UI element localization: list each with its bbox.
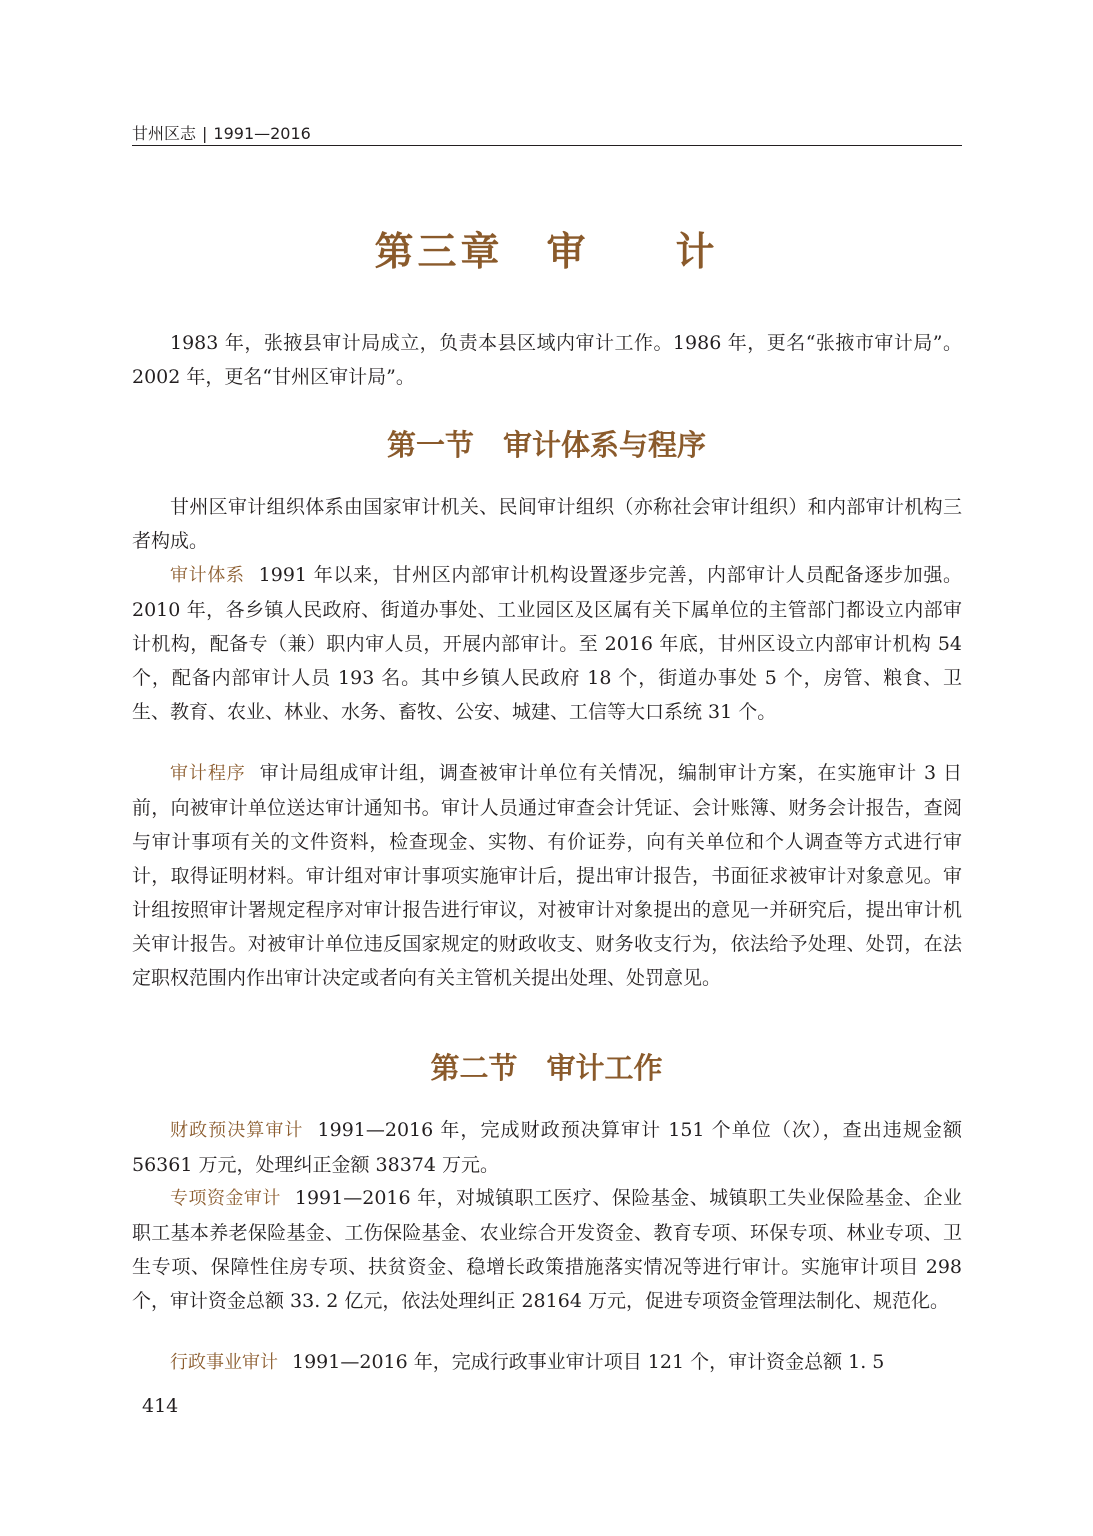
section-title-2: 第二节 审计工作 [430, 1051, 663, 1085]
paragraph-text: 1991—2016 年，对城镇职工医疗、保险基金、城镇职工失业保险基金、企业职工基本养老保险基金、工伤保险基金、农业综合开发资金、教育专项、环保专项、林业专项、卫生专项、保障性住房专项、扶贫资金、稳增长政策措施落实情况等进行审计。实施审计项目 298 个，审计资金总额 33. 2 亿元，依法处理纠正 28164 万元，促进专项资金管理法制化、规范化。 [132, 1187, 963, 1312]
paragraph-text: 1991—2016 年，完成财政预决算审计 151 个单位（次），查出违规金额 56361 万元，处理纠正金额 38374 万元。 [132, 1119, 963, 1176]
paragraph-lead: 审计程序 [170, 763, 246, 784]
chapter-title: 第三章 审 计 [374, 229, 719, 275]
paragraph-lead: 行政事业审计 [170, 1352, 278, 1373]
section1-paragraph-1 [132, 490, 962, 558]
section1-paragraph-2 [132, 558, 962, 729]
section-title-1: 第一节 审计体系与程序 [386, 428, 706, 462]
book-years: 1991—2016 [213, 124, 311, 143]
page-number: 414 [142, 1395, 179, 1417]
section2-paragraph-1 [132, 1113, 962, 1182]
paragraph-text: 审计局组成审计组，调查被审计单位有关情况，编制审计方案，在实施审计 3 日前，向被审计单位送达审计通知书。审计人员通过审查会计凭证、会计账簿、财务会计报告，查阅与审计事项有关的文件资料，检查现金、实物、有价证券，向有关单位和个人调查等方式进行审计，取得证明材料。审计组对审计事项实施审计后，提出审计报告，书面征求被审计对象意见。审计组按照审计署规定程序对审计报告进行审议，对被审计对象提出的意见一并研究后，提出审计机关审计报告。对被审计单位违反国家规定的财政收支、财务收支行为，依法给予处理、处罚，在法定职权范围内作出审计决定或者向有关主管机关提出处理、处罚意见。 [132, 762, 963, 989]
paragraph-lead: 专项资金审计 [170, 1188, 281, 1209]
paragraph-text: 甘州区审计组织体系由国家审计机关、民间审计组织（亦称社会审计组织）和内部审计机构三者构成。 [132, 496, 962, 552]
section1-paragraph-3 [132, 756, 962, 995]
header-rule [132, 145, 962, 146]
paragraph-text: 1991 年以来，甘州区内部审计机构设置逐步完善，内部审计人员配备逐步加强。2010 年，各乡镇人民政府、街道办事处、工业园区及区属有关下属单位的主管部门都设立内部审计机构，配备专（兼）职内审人员，开展内部审计。至 2016 年底，甘州区设立内部审计机构 54 个，配备内部审计人员 193 名。其中乡镇人民政府 18 个，街道办事处 5 个，房管、粮食、卫生、教育、农业、林业、水务、畜牧、公安、城建、工信等大口系统 31 个。 [132, 564, 963, 723]
paragraph-text: 1991—2016 年，完成行政事业审计项目 121 个，审计资金总额 1. 5 [292, 1351, 885, 1373]
book-title: 甘州区志 [132, 124, 197, 143]
section2-paragraph-2 [132, 1181, 962, 1318]
paragraph-lead: 审计体系 [170, 565, 245, 586]
header-separator: | [202, 124, 208, 143]
paragraph-lead: 财政预决算审计 [170, 1120, 304, 1141]
intro-paragraph: 1983 年，张掖县审计局成立，负责本县区域内审计工作。1986 年，更名“张掖市审计局”。2002 年，更名“甘州区审计局”。 [132, 332, 962, 388]
running-header [132, 121, 311, 144]
section2-paragraph-3 [132, 1345, 962, 1380]
